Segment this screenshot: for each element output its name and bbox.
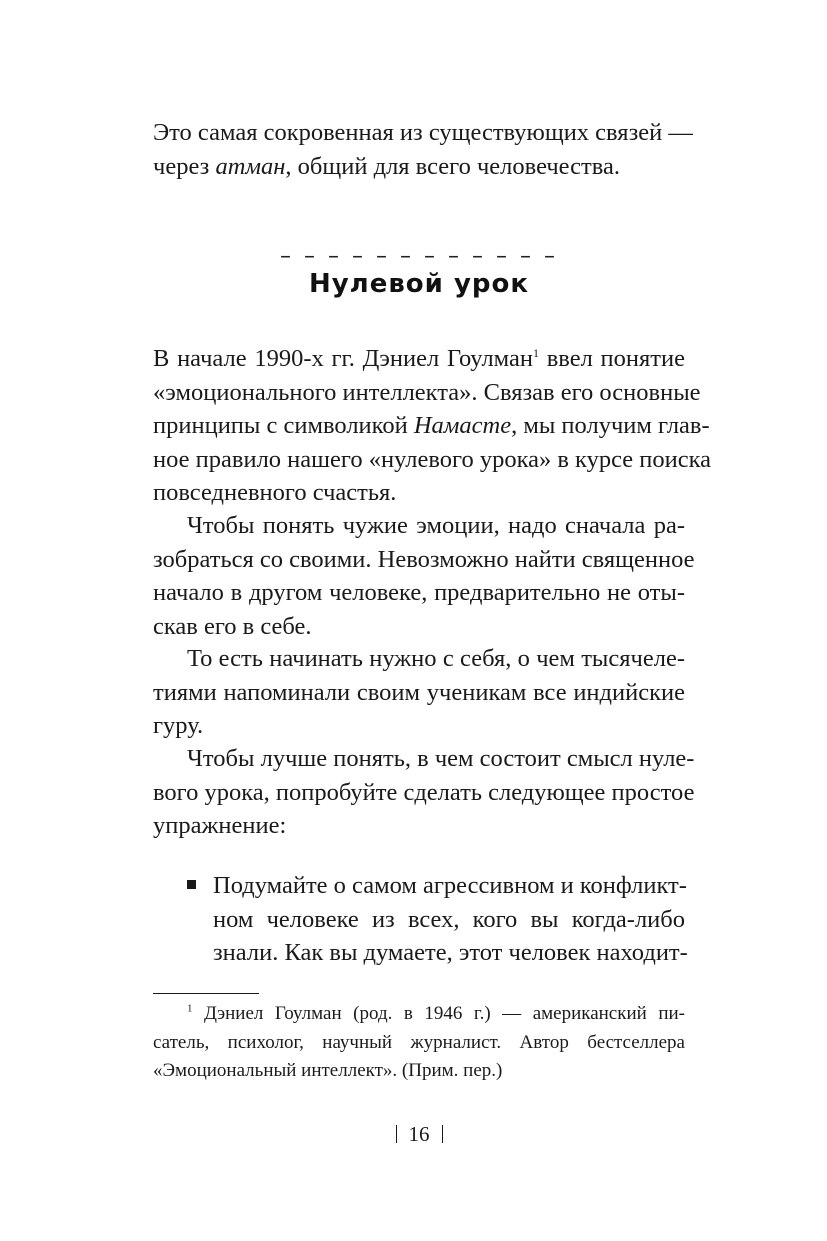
section-separator: – – – – – – – – – – – –	[280, 244, 558, 269]
paragraph-1-line-2: «эмоционального интеллекта». Связав его основные	[153, 378, 701, 406]
square-bullet-icon	[187, 880, 196, 889]
paragraph-3-line-1: То есть начинать нужно с себя, о чем тысячеле-	[187, 645, 685, 672]
paragraph-2-line-3: начало в другом человеке, предварительно не оты-	[153, 579, 685, 606]
paragraph-2	[153, 509, 695, 643]
footnote	[153, 1000, 685, 1086]
paragraph-1	[153, 342, 712, 510]
intro-line-1: Это самая сокровенная из существующих связей —	[153, 119, 693, 146]
intro-text	[153, 116, 693, 183]
paragraph-4-line-3: упражнение:	[153, 812, 287, 839]
italic-term: Намасте	[413, 412, 512, 439]
intro-line-2: через атман, общий для всего человечества.	[153, 152, 620, 180]
bullet-line-2: ном человеке из всех, кого вы когда-либо	[213, 905, 685, 933]
footnote-reference: 1	[533, 345, 539, 360]
intro-paragraph	[153, 116, 693, 183]
bullet-text	[213, 869, 688, 970]
paragraph-1-line-1: В начале 1990-х гг. Дэниел Гоулман$^1$ ввел понятие	[153, 345, 685, 372]
italic-term: атман	[215, 152, 286, 180]
section-title: Нулевой урок	[308, 269, 530, 299]
paragraph-4-line-1: Чтобы лучше понять, в чем состоит смысл нуле-	[187, 745, 695, 772]
footnote-line-1: $^1$ Дэниел Гоулман (род. в 1946 г.) — американский пи-	[187, 1002, 685, 1024]
bullet-line-1: Подумайте о самом агрессивном и конфликт-	[213, 872, 687, 899]
paragraph-3-line-2: тиями напоминали своим ученикам все индийские	[153, 678, 685, 706]
footnote-line-2: сатель, психолог, научный журналист. Автор бестселлера	[153, 1031, 685, 1053]
page-number-right-rule	[442, 1125, 443, 1143]
page-number	[153, 1122, 685, 1147]
paragraph-2-line-1: Чтобы понять чужие эмоции, надо сначала ра-	[187, 512, 685, 539]
paragraph-1-line-4: ное правило нашего «нулевого урока» в курсе поиска	[153, 445, 712, 473]
paragraph-2-line-2: зобраться со своими. Невозможно найти священное	[153, 545, 695, 573]
page-number-left-rule	[396, 1125, 397, 1143]
footnote-line-3: «Эмоциональный интеллект». (Прим. пер.)	[153, 1060, 503, 1081]
paragraph-1-line-3: принципы с символикой Намасте, мы получим глав-	[153, 412, 710, 439]
paragraph-1-line-5: повседневного счастья.	[153, 479, 397, 506]
bullet-line-3: знали. Как вы думаете, этот человек находит-	[213, 939, 688, 966]
paragraph-3-line-3: гуру.	[153, 712, 204, 739]
paragraph-4	[153, 742, 695, 843]
book-page	[153, 0, 712, 1241]
footnote-reference: 1	[187, 1002, 193, 1015]
paragraph-3	[153, 642, 685, 743]
page-number-value: 16	[408, 1122, 430, 1146]
footnote-divider	[153, 993, 259, 994]
paragraph-2-line-4: скав его в себе.	[153, 612, 312, 640]
paragraph-4-line-2: вого урока, попробуйте сделать следующее простое	[153, 778, 695, 806]
